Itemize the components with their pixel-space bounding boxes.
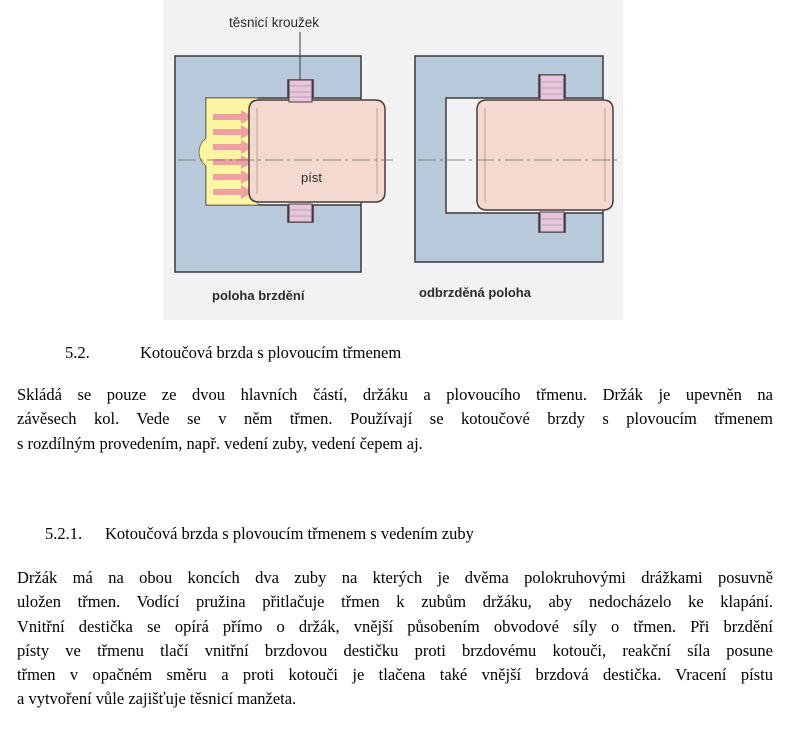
paragraph-line: Skládá se pouze ze dvou hlavních částí, držáku a plovoucího třmenu. Držák je upevněn na — [17, 385, 773, 404]
seal-ring-top-left — [289, 80, 312, 102]
subsection-heading — [45, 524, 474, 544]
paragraph-line: Držák má na obou koncích dva zuby na kterých je dvěma polokruhovými drážkami posuvně — [17, 568, 773, 587]
subsection-number: 5.2.1. — [45, 524, 83, 543]
paragraph-line: závěsech kol. Vede se v něm třmen. Používají se kotoučové brzdy s plovoucím třmenem — [17, 409, 773, 429]
piston-left — [249, 100, 385, 202]
seal-ring-bottom-left — [289, 204, 312, 222]
braking-position-panel — [175, 56, 385, 272]
released-caption: odbrzděná poloha — [419, 285, 531, 300]
paragraph-line: uložen třmen. Vodící pružina přitlačuje třmen k zubům držáku, aby nedocházelo ke klapání. — [17, 592, 773, 612]
piston-label: píst — [301, 170, 322, 185]
released-position-panel — [415, 56, 613, 262]
section-paragraph — [17, 383, 773, 456]
seal-label: těsnicí kroužek — [229, 15, 320, 30]
seal-ring-bottom-right — [540, 212, 564, 232]
paragraph-line: písty ve třmenu tlačí vnitřní brzdovou destičku proti brzdovému kotouči, reakční síla posune — [17, 640, 773, 660]
brake-piston-figure — [163, 0, 623, 320]
braking-caption: poloha brzdění — [212, 288, 305, 303]
subsection-title: Kotoučová brzda s plovoucím třmenem s vedením zuby — [105, 524, 474, 543]
piston-diagram — [163, 0, 623, 320]
paragraph-line: třmen v opačném směru a proti kotouči je tlačena také vnější brzdová destička. Vracení pístu — [17, 665, 773, 685]
paragraph-line: a vytvoření vůle zajišťuje těsnicí manžeta. — [17, 689, 297, 709]
section-number: 5.2. — [65, 343, 90, 362]
section-title: Kotoučová brzda s plovoucím třmenem — [140, 343, 402, 362]
seal-ring-top-right — [540, 75, 564, 100]
piston-right — [477, 100, 613, 210]
paragraph-line: Vnitřní destička se opírá přímo o držák, vnější působením obvodové síly o třmen. Při brzdění — [17, 616, 773, 636]
subsection-paragraph — [17, 566, 773, 712]
paragraph-line: s rozdílným provedením, např. vedení zuby, vedení čepem aj. — [17, 433, 423, 453]
section-heading — [65, 343, 401, 363]
